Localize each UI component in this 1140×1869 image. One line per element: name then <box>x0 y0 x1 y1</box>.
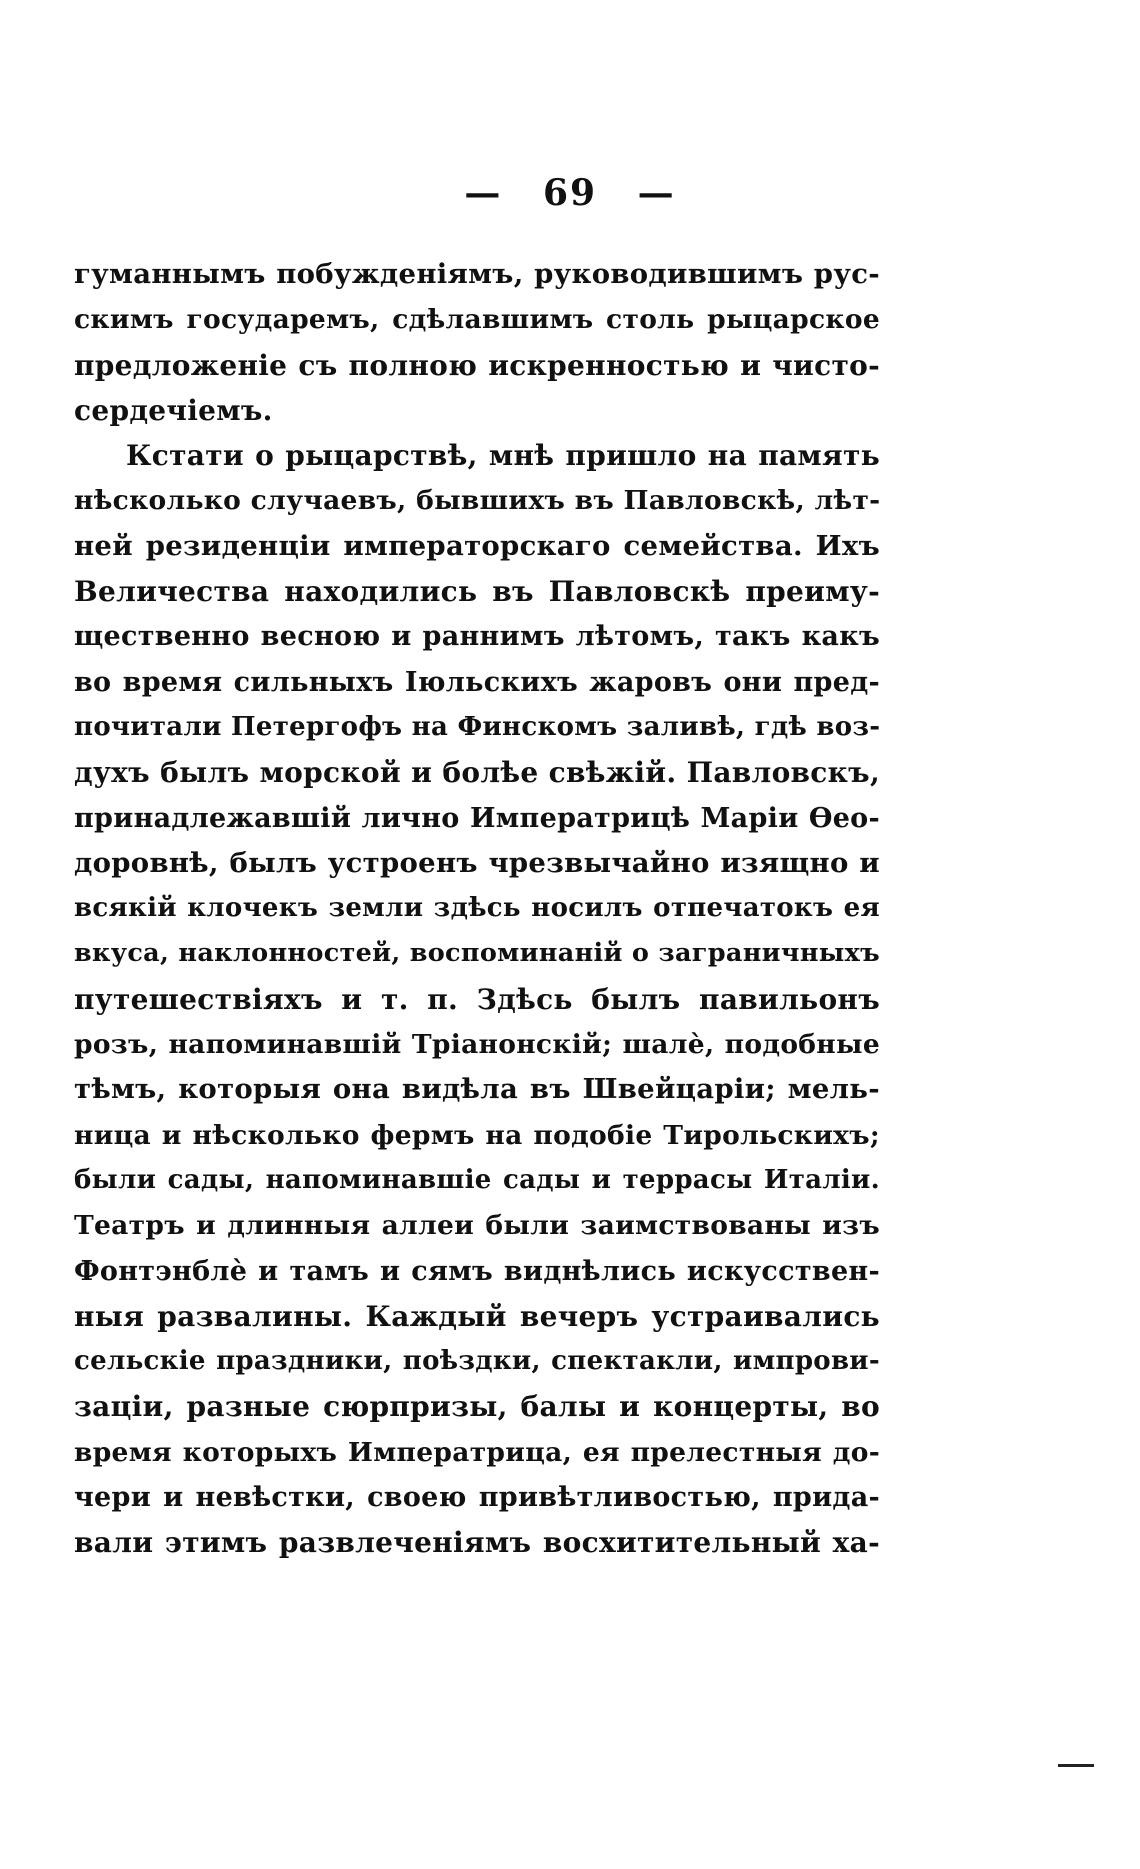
text-line: принадлежавшій лично Императрицѣ Маріи Ѳео- <box>74 802 880 834</box>
text-line: щественно весною и раннимъ лѣтомъ, такъ какъ <box>74 621 880 653</box>
text-line: гуманнымъ побужденіямъ, руководившимъ рус- <box>74 258 880 290</box>
page-header <box>0 168 1140 218</box>
header-dash-right: — <box>637 172 676 214</box>
paragraph-start-line: Кстати о рыцарствѣ, мнѣ пришло на память <box>126 439 880 473</box>
header-dash-left: — <box>464 172 503 214</box>
text-line: ница и нѣсколько фермъ на подобіе Тирольскихъ; <box>74 1119 880 1151</box>
text-line: вкуса, наклонностей, воспоминаній о заграничныхъ <box>74 938 881 969</box>
paragraph-end-line: сердечіемъ. <box>74 393 273 427</box>
text-line: чери и невѣстки, своею привѣтливостью, прида- <box>74 1482 880 1514</box>
footer-rule <box>1058 1764 1094 1767</box>
text-line: тѣмъ, которыя она видѣла въ Швейцаріи; мель- <box>74 1073 880 1106</box>
text-line: путешествіяхъ и т. п. Здѣсь былъ павильонъ <box>74 982 880 1016</box>
text-line: доровнѣ, былъ устроенъ чрезвычайно изящно и <box>74 846 880 879</box>
text-line: нѣсколько случаевъ, бывшихъ въ Павловскѣ, лѣт- <box>74 485 881 517</box>
text-line: ней резиденціи императорскаго семейства. Ихъ <box>74 529 880 562</box>
text-line: Фонтэнблѐ и тамъ и сямъ виднѣлись искусствен- <box>74 1255 880 1287</box>
text-line: розъ, напоминавшій Тріанонскій; шалѐ, подобные <box>74 1029 880 1061</box>
text-line: духъ былъ морской и болѣе свѣжій. Павловскъ, <box>74 756 880 790</box>
text-line: во время сильныхъ Іюльскихъ жаровъ они пред- <box>74 666 880 698</box>
text-line: скимъ государемъ, сдѣлавшимъ столь рыцарское <box>74 304 880 336</box>
text-line: всякій клочекъ земли здѣсь носилъ отпечатокъ ея <box>74 893 880 924</box>
page-number: 69 <box>542 172 598 214</box>
text-line: заціи, разные сюрпризы, балы и концерты, во <box>74 1390 880 1424</box>
text-line: вали этимъ развлеченіямъ восхитительный ха- <box>74 1526 880 1560</box>
text-line: предложеніе съ полною искренностью и чисто- <box>74 348 880 382</box>
text-line: были сады, напоминавшіе сады и террасы Италіи. <box>74 1164 880 1195</box>
text-line: сельскіе праздники, поѣздки, спектакли, импрови- <box>74 1346 880 1377</box>
text-line: почитали Петергофъ на Финскомъ заливѣ, гдѣ воз- <box>74 711 881 742</box>
text-line: Величества находились въ Павловскѣ преиму- <box>74 575 880 609</box>
text-line: ныя развалины. Каждый вечеръ устраивались <box>74 1299 880 1333</box>
text-line: Театръ и длинныя аллеи были заимствованы изъ <box>74 1210 880 1242</box>
body-text <box>74 252 880 1566</box>
text-line: время которыхъ Императрица, ея прелестныя до- <box>74 1436 880 1468</box>
